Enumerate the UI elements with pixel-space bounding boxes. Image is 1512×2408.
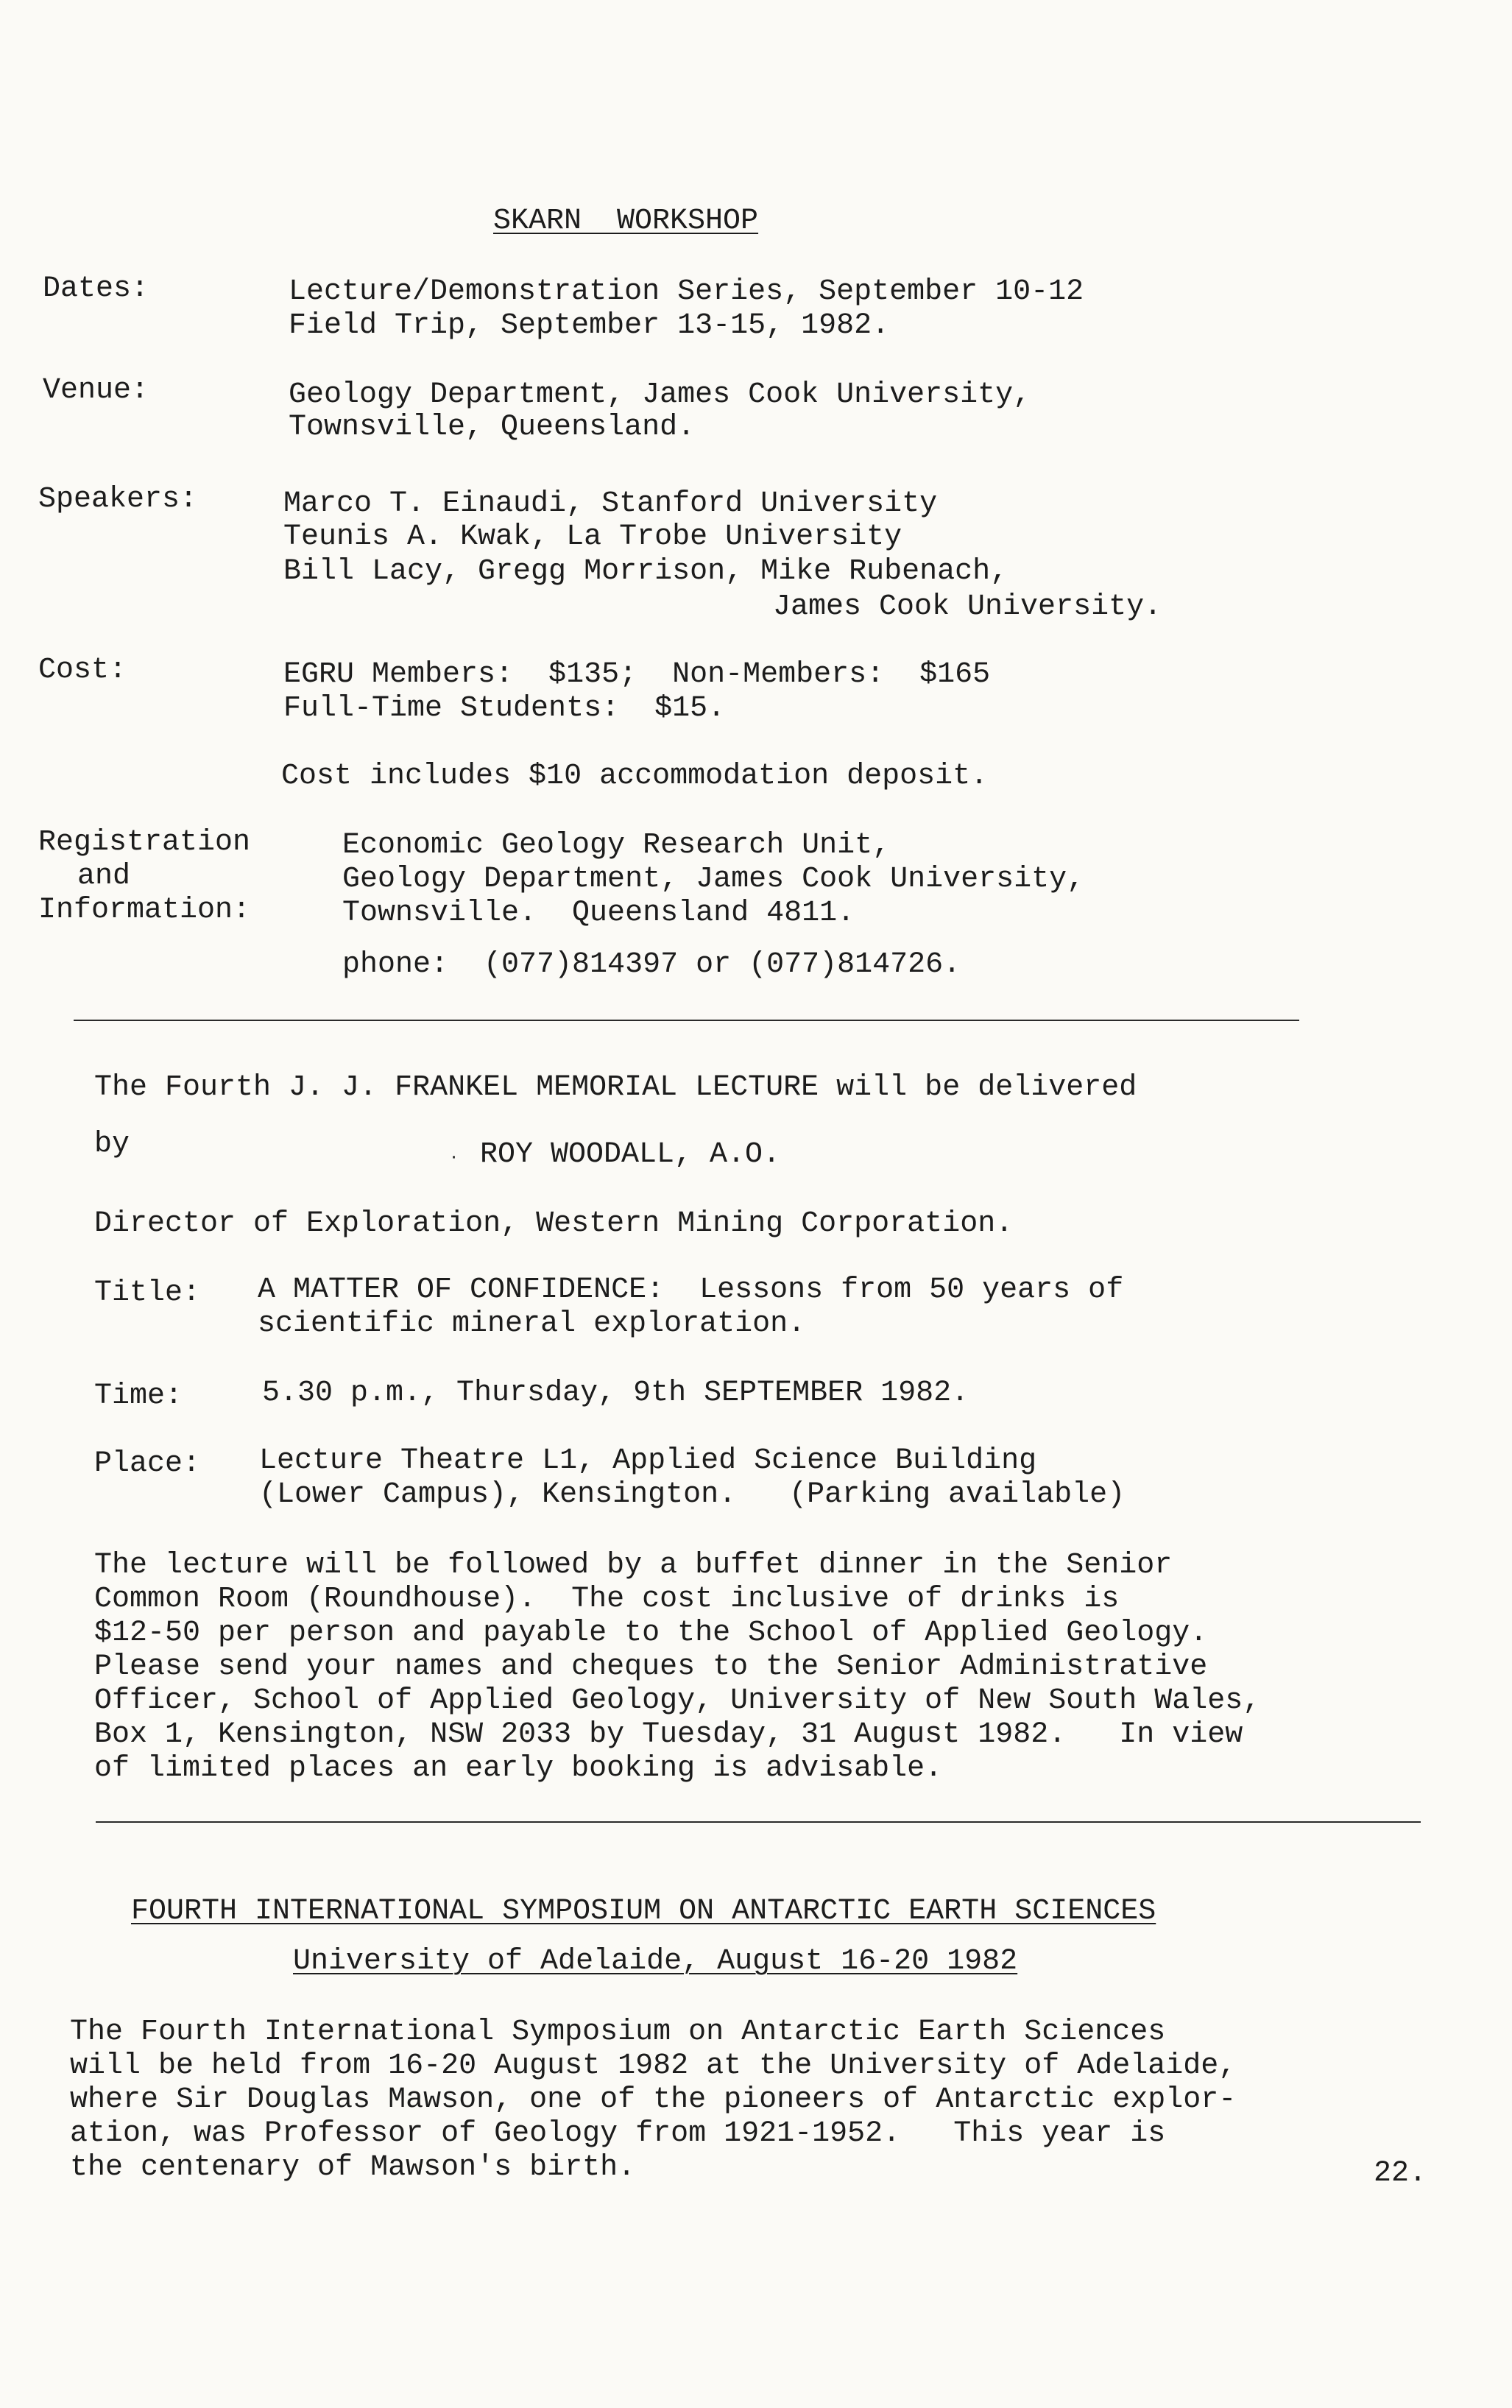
venue-line-1: Geology Department, James Cook University, bbox=[289, 378, 1031, 412]
registration-line-3: Townsville. Queensland 4811. bbox=[342, 897, 855, 930]
registration-label-2: and bbox=[77, 860, 131, 893]
frankel-intro: The Fourth J. J. FRANKEL MEMORIAL LECTURE will be delivered bbox=[94, 1071, 1137, 1104]
antarctic-para-line-3: where Sir Douglas Mawson, one of the pioneers of Antarctic explor- bbox=[70, 2083, 1237, 2116]
frankel-time-value: 5.30 p.m., Thursday, 9th SEPTEMBER 1982. bbox=[262, 1377, 969, 1410]
speakers-line-4: James Cook University. bbox=[773, 590, 1162, 624]
section-divider-1 bbox=[74, 1020, 1299, 1021]
venue-line-2: Townsville, Queensland. bbox=[289, 411, 696, 444]
frankel-title-line-1: A MATTER OF CONFIDENCE: Lessons from 50 years of bbox=[258, 1274, 1124, 1307]
frankel-para-line-3: $12-50 per person and payable to the School of Applied Geology. bbox=[94, 1617, 1208, 1650]
cost-line-1: EGRU Members: $135; Non-Members: $165 bbox=[283, 658, 991, 691]
frankel-para-line-4: Please send your names and cheques to the Senior Administrative bbox=[94, 1650, 1208, 1684]
frankel-para-line-1: The lecture will be followed by a buffet dinner in the Senior bbox=[94, 1549, 1173, 1582]
dates-label: Dates: bbox=[43, 272, 149, 306]
antarctic-heading: FOURTH INTERNATIONAL SYMPOSIUM ON ANTARCTIC EARTH SCIENCES bbox=[131, 1895, 1156, 1928]
frankel-para-line-5: Officer, School of Applied Geology, University of New South Wales, bbox=[94, 1684, 1261, 1717]
registration-label-3: Information: bbox=[38, 894, 251, 927]
frankel-place-label: Place: bbox=[94, 1447, 201, 1480]
registration-phone: phone: (077)814397 or (077)814726. bbox=[342, 948, 961, 981]
frankel-title-label: Title: bbox=[94, 1277, 201, 1310]
antarctic-para-line-1: The Fourth International Symposium on Antarctic Earth Sciences bbox=[70, 2016, 1166, 2049]
registration-line-2: Geology Department, James Cook University, bbox=[342, 863, 1085, 896]
frankel-by: by bbox=[94, 1128, 130, 1161]
dates-line-2: Field Trip, September 13-15, 1982. bbox=[289, 309, 890, 342]
cost-note: Cost includes $10 accommodation deposit. bbox=[281, 760, 989, 793]
frankel-position: Director of Exploration, Western Mining Corporation. bbox=[94, 1207, 1014, 1240]
antarctic-para-line-2: will be held from 16-20 August 1982 at the University of Adelaide, bbox=[70, 2049, 1237, 2083]
speakers-label: Speakers: bbox=[38, 483, 198, 516]
bullet-dot: · bbox=[449, 1148, 459, 1167]
page-number: 22. bbox=[1374, 2157, 1427, 2190]
registration-label-1: Registration bbox=[38, 826, 251, 859]
cost-label: Cost: bbox=[38, 654, 127, 687]
registration-line-1: Economic Geology Research Unit, bbox=[342, 829, 891, 862]
frankel-place-line-2: (Lower Campus), Kensington. (Parking available) bbox=[259, 1478, 1126, 1511]
frankel-place-line-1: Lecture Theatre L1, Applied Science Building bbox=[259, 1444, 1037, 1477]
section-divider-2 bbox=[96, 1821, 1421, 1823]
antarctic-para-line-4: ation, was Professor of Geology from 1921-1952. This year is bbox=[70, 2117, 1166, 2150]
frankel-speaker: ROY WOODALL, A.O. bbox=[480, 1138, 781, 1171]
antarctic-subheading: University of Adelaide, August 16-20 1982 bbox=[293, 1945, 1018, 1978]
frankel-title-line-2: scientific mineral exploration. bbox=[258, 1307, 806, 1341]
antarctic-para-line-5: the centenary of Mawson's birth. bbox=[70, 2151, 636, 2184]
cost-line-2: Full-Time Students: $15. bbox=[283, 692, 726, 725]
speakers-line-3: Bill Lacy, Gregg Morrison, Mike Rubenach, bbox=[283, 555, 1008, 588]
frankel-para-line-6: Box 1, Kensington, NSW 2033 by Tuesday, 31 August 1982. In view bbox=[94, 1718, 1243, 1751]
dates-line-1: Lecture/Demonstration Series, September 10-12 bbox=[289, 275, 1084, 308]
speakers-line-2: Teunis A. Kwak, La Trobe University bbox=[283, 520, 902, 554]
frankel-para-line-7: of limited places an early booking is advisable. bbox=[94, 1752, 943, 1785]
speakers-line-1: Marco T. Einaudi, Stanford University bbox=[283, 487, 938, 520]
venue-label: Venue: bbox=[43, 374, 149, 407]
frankel-time-label: Time: bbox=[94, 1380, 183, 1413]
skarn-title: SKARN WORKSHOP bbox=[493, 205, 759, 238]
frankel-para-line-2: Common Room (Roundhouse). The cost inclusive of drinks is bbox=[94, 1583, 1120, 1616]
